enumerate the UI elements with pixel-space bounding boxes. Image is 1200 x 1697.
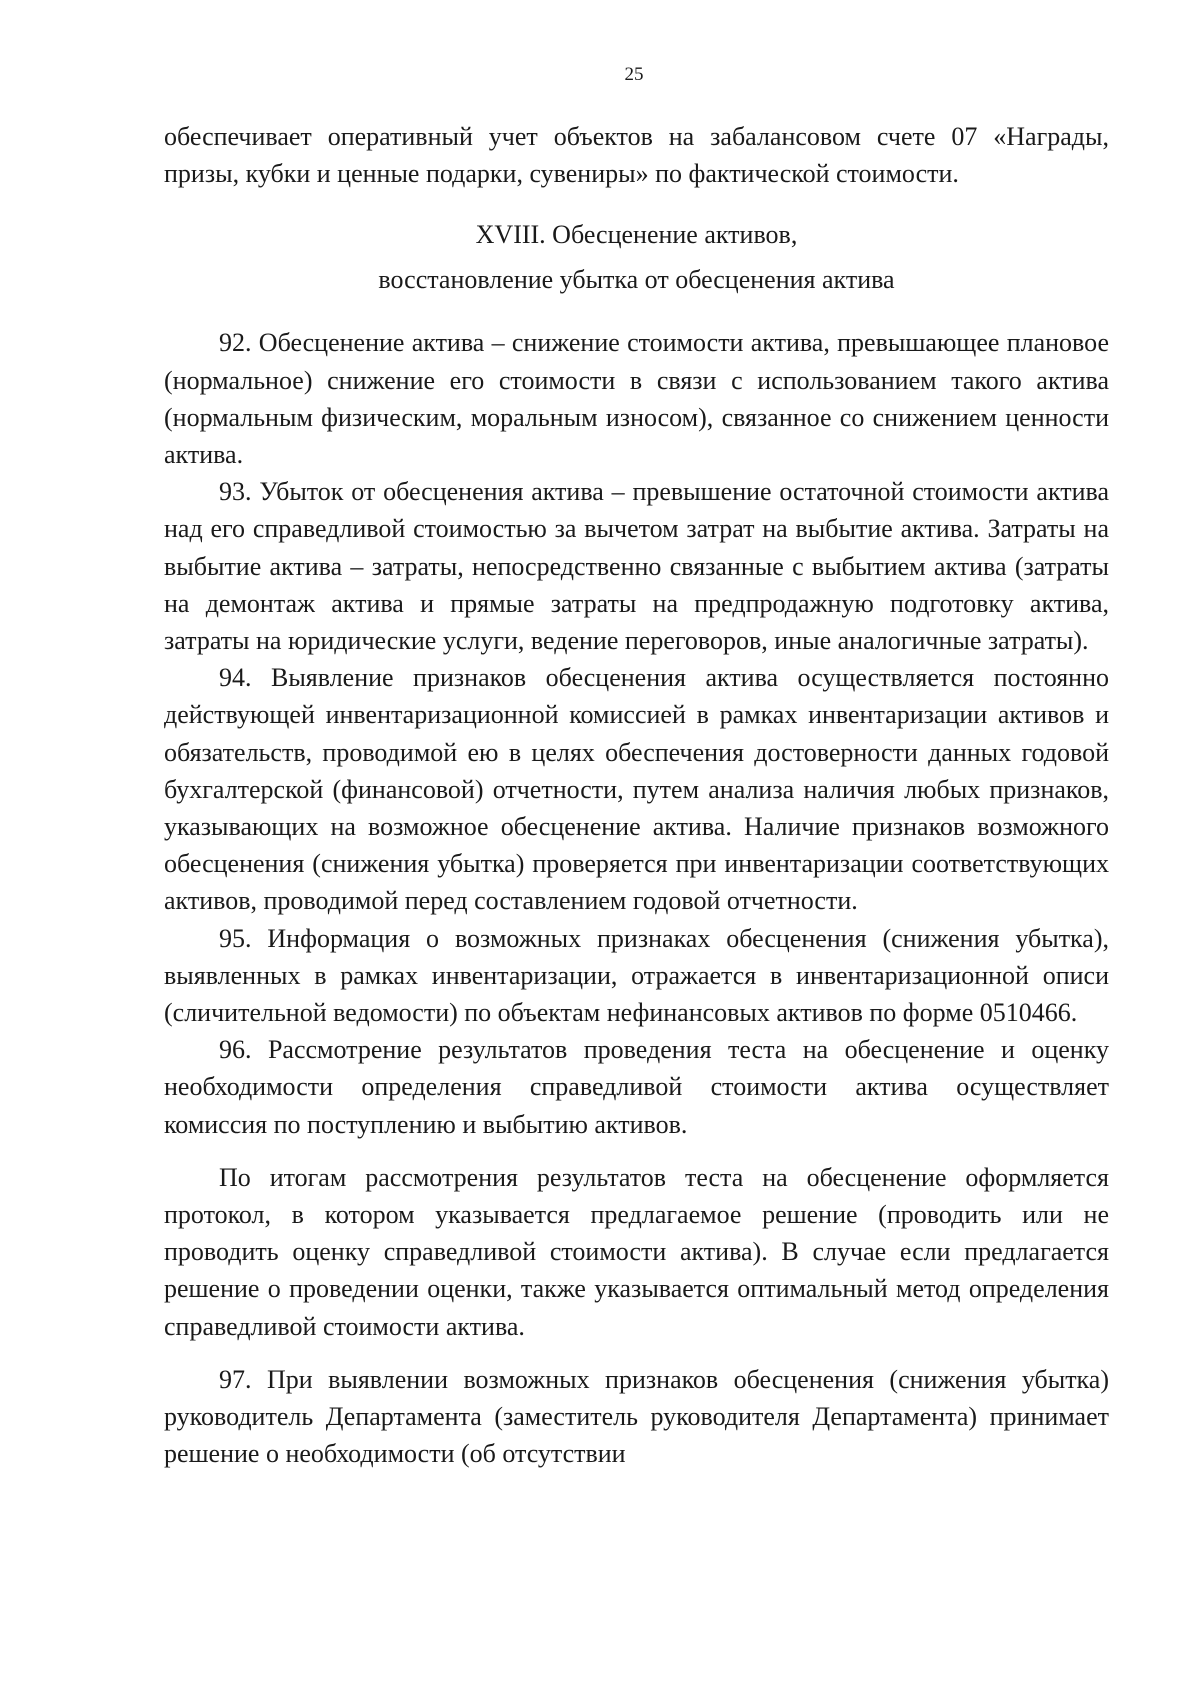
paragraph-94: 94. Выявление признаков обесценения актива осуществляется постоянно действующей инвентаризационной комиссией в рамках инвентаризации активов и обязательств, проводимой ею в целях обеспечения достоверности данных годовой бухгалтерской (финансовой) отчетности, путем анализа наличия любых признаков, указывающих на возможное обесценение актива. Наличие признаков возможного обесценения (снижения убытка) проверяется при инвентаризации соответствующих активов, проводимой перед составлением годовой отчетности.: [164, 663, 1109, 916]
page-number: 25: [624, 64, 644, 85]
paragraph-95: 95. Информация о возможных признаках обесценения (снижения убытка), выявленных в рамках инвентаризации, отражается в инвентаризационной описи (сличительной ведомости) по объектам нефинансовых активов по форме 0510466.: [164, 923, 1109, 1028]
section-heading: [164, 212, 1109, 302]
section-title-line-1: XVIII. Обесценение активов,: [475, 220, 798, 250]
document-body: [164, 118, 1109, 1473]
paragraph-gap: [164, 1143, 1109, 1159]
section-title-line-2: восстановление убытка от обесценения актива: [378, 265, 895, 295]
paragraph-93: 93. Убыток от обесценения актива – превышение остаточной стоимости актива над его справедливой стоимостью за вычетом затрат на выбытие актива. Затраты на выбытие актива – затраты, непосредственно связанные с выбытием актива (затраты на демонтаж актива и прямые затраты на предпродажную подготовку актива, затраты на юридические услуги, ведение переговоров, иные аналогичные затраты).: [164, 477, 1109, 656]
intro-paragraph: обеспечивает оперативный учет объектов на забалансовом счете 07 «Награды, призы, кубки и ценные подарки, сувениры» по фактической стоимости.: [164, 122, 1109, 189]
paragraph-96-continued: По итогам рассмотрения результатов теста на обесценение оформляется протокол, в котором указывается предлагаемое решение (проводить или не проводить оценку справедливой стоимости актива). В случае если предлагается решение о проведении оценки, также указывается оптимальный метод определения справедливой стоимости актива.: [164, 1162, 1109, 1341]
paragraph-96: 96. Рассмотрение результатов проведения теста на обесценение и оценку необходимости определения справедливой стоимости актива осуществляет комиссия по поступлению и выбытию активов.: [164, 1035, 1109, 1139]
paragraph-gap: [164, 1345, 1109, 1361]
paragraph-92: 92. Обесценение актива – снижение стоимости актива, превышающее плановое (нормальное) снижение его стоимости в связи с использованием такого актива (нормальным физическим, моральным износом), связанное со снижением ценности актива.: [164, 328, 1109, 470]
paragraph-97: 97. При выявлении возможных признаков обесценения (снижения убытка) руководитель Департамента (заместитель руководителя Департамента) принимает решение о необходимости (об отсутствии: [164, 1364, 1109, 1469]
